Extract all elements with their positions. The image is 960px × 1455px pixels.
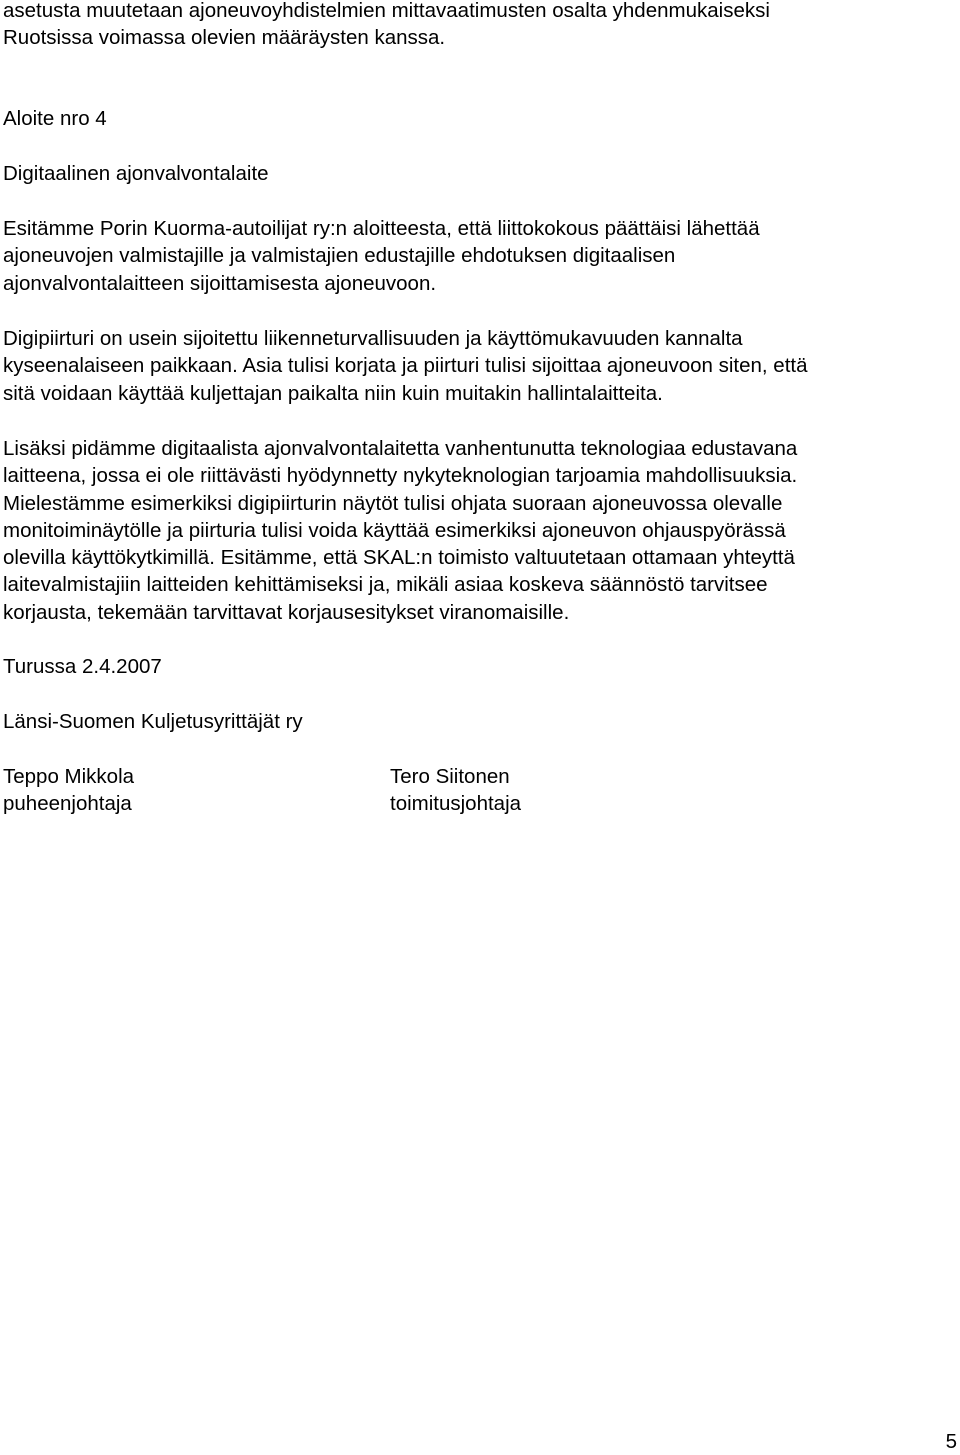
text-line: laitevalmistajiin laitteiden kehittämiseksi ja, mikäli asiaa koskeva säännöstö tarvitsee <box>3 573 768 597</box>
signatory-name: Tero Siitonen <box>390 765 510 788</box>
text-line: asetusta muutetaan ajoneuvoyhdistelmien mittavaatimusten osalta yhdenmukaiseksi <box>3 0 770 22</box>
text-line: laitteena, jossa ei ole riittävästi hyödynnetty nykyteknologian tarjoamia mahdollisuuksia. <box>3 464 798 488</box>
text-line: ajonvalvontalaitteen sijoittamisesta ajoneuvoon. <box>3 271 437 295</box>
text-line: olevilla käyttökytkimillä. Esitämme, että SKAL:n toimisto valtuutetaan ottamaan yhteyttä <box>3 546 795 570</box>
motion-title: Digitaalinen ajonvalvontalaite <box>3 162 269 185</box>
text-line: Esitämme Porin Kuorma-autoilijat ry:n aloitteesta, että liittokokous päättäisi lähettää <box>3 217 760 240</box>
signatory-ceo <box>390 763 521 818</box>
text-line: Ruotsissa voimassa olevien määräysten kanssa. <box>3 26 446 50</box>
text-line: monitoiminäytölle ja piirturia tulisi voida käyttää esimerkiksi ajoneuvon ohjauspyörässä <box>3 518 786 542</box>
signatory-chair <box>3 763 134 818</box>
text-line: sitä voidaan käyttää kuljettajan paikalta niin kuin muitakin hallintalaitteita. <box>3 381 663 405</box>
intro-paragraph <box>3 0 953 52</box>
motion-number: Aloite nro 4 <box>3 107 107 130</box>
paragraph-placement <box>3 325 953 407</box>
page-number: 5 <box>945 1430 957 1453</box>
text-line: Mielestämme esimerkiksi digipiirturin näytöt tulisi ohjata suoraan ajoneuvossa olevalle <box>3 491 783 515</box>
text-line: korjausta, tekemään tarvittavat korjausesitykset viranomaisille. <box>3 600 570 624</box>
text-line: Digipiirturi on usein sijoitettu liikenneturvallisuuden ja käyttömukavuuden kannalta <box>3 327 743 350</box>
paragraph-proposal <box>3 215 953 297</box>
signatory-name: Teppo Mikkola <box>3 765 135 788</box>
paragraph-technology <box>3 435 953 626</box>
signatory-title: toimitusjohtaja <box>390 792 522 816</box>
text-line: Lisäksi pidämme digitaalista ajonvalvontalaitetta vanhentunutta teknologiaa edustavana <box>3 437 798 460</box>
place-date: Turussa 2.4.2007 <box>3 655 162 678</box>
text-line: kyseenalaiseen paikkaan. Asia tulisi korjata ja piirturi tulisi sijoittaa ajoneuvoon siten, että <box>3 354 808 378</box>
text-line: ajoneuvojen valmistajille ja valmistajien edustajille ehdotuksen digitaalisen <box>3 244 676 268</box>
signatory-title: puheenjohtaja <box>3 792 132 816</box>
organization-name: Länsi-Suomen Kuljetusyrittäjät ry <box>3 710 303 733</box>
